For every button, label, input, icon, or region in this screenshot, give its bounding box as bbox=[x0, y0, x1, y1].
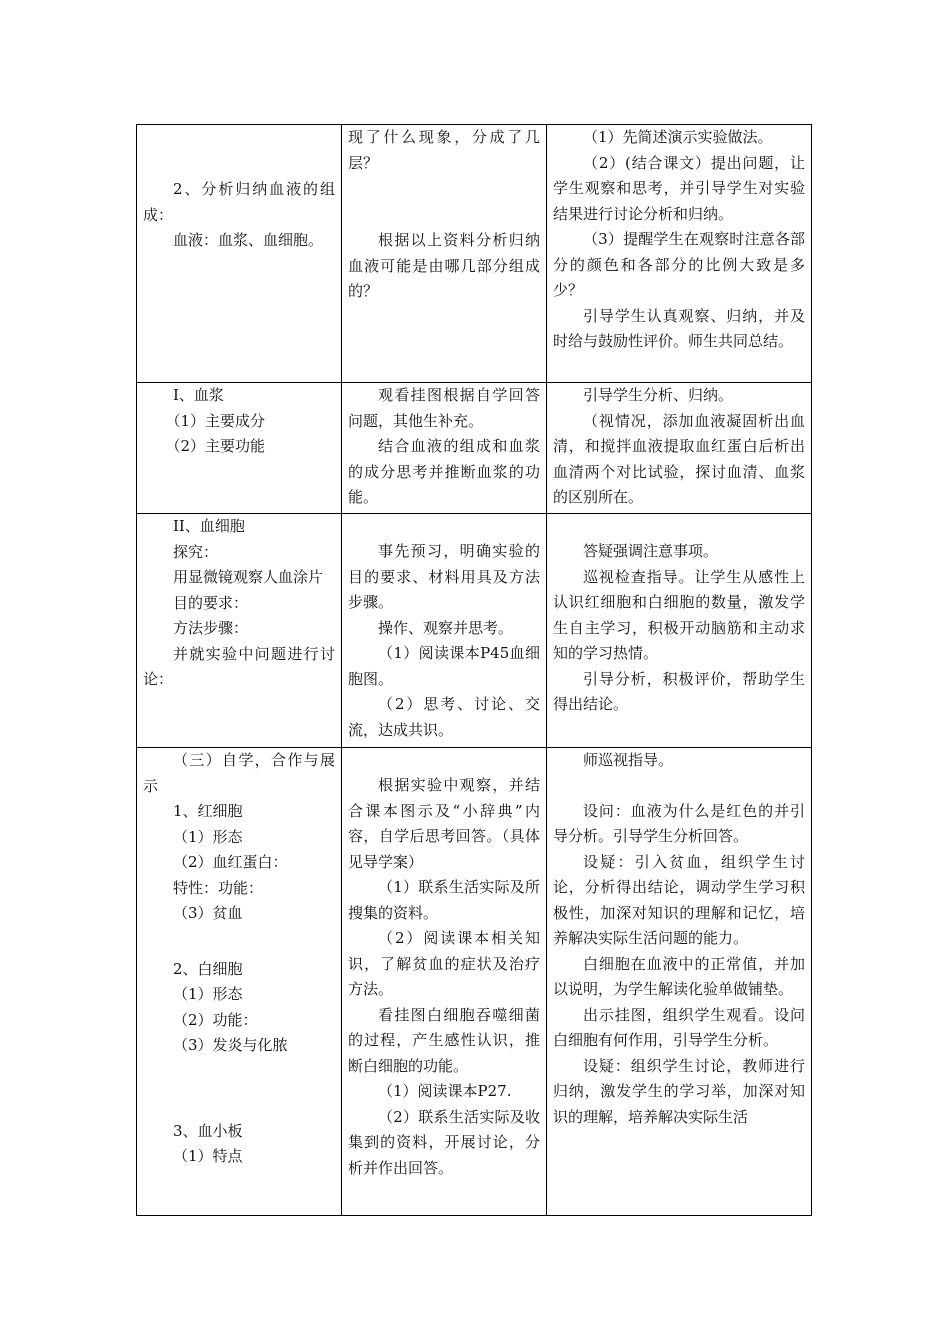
cell-paragraph: 引导分析，积极评价，帮助学生得出结论。 bbox=[553, 669, 805, 713]
cell-paragraph: 特性：功能： bbox=[173, 878, 264, 897]
table-row bbox=[136, 383, 812, 514]
cell-paragraph: 目的要求： bbox=[173, 593, 249, 612]
cell-paragraph: 3、血小板 bbox=[173, 1121, 243, 1140]
lesson-table bbox=[136, 124, 812, 1216]
cell-paragraph: （3）贫血 bbox=[173, 904, 243, 922]
teacher-activity-cell bbox=[547, 125, 811, 382]
cell-paragraph: 巡视检查指导。让学生从感性上认识红细胞和白细胞的数量，激发学生自主学习，积极开动脑筋和主动求知的学习热情。 bbox=[553, 567, 805, 662]
cell-paragraph: 观看挂图根据自学回答问题，其他生补充。 bbox=[348, 386, 540, 430]
table-row bbox=[136, 514, 812, 748]
cell-paragraph: 血液：血浆、血细胞。 bbox=[173, 231, 324, 249]
cell-paragraph: 用显微镜观察人血涂片 bbox=[173, 568, 324, 586]
content-cell bbox=[137, 383, 342, 513]
content-cell bbox=[137, 748, 342, 1215]
cell-paragraph: 2、白细胞 bbox=[173, 959, 243, 978]
cell-paragraph: （2）血红蛋白： bbox=[173, 853, 288, 871]
cell-paragraph: （2）思考、讨论、交流，达成共识。 bbox=[348, 695, 540, 739]
student-activity-cell bbox=[342, 748, 547, 1215]
teacher-activity-cell bbox=[547, 514, 811, 747]
cell-paragraph: （1）先简述演示实验做法。 bbox=[583, 128, 773, 146]
cell-paragraph: （1）特点 bbox=[173, 1147, 243, 1165]
table-row bbox=[136, 124, 812, 383]
cell-paragraph: 引导学生认真观察、归纳，并及时给与鼓励性评价。师生共同总结。 bbox=[553, 306, 805, 350]
content-cell bbox=[137, 125, 342, 382]
cell-paragraph: 结合血液的组成和血浆的成分思考并推断血浆的功能。 bbox=[348, 437, 540, 506]
cell-paragraph: 方法步骤： bbox=[173, 619, 249, 637]
cell-paragraph: （1）联系生活实际及所搜集的资料。 bbox=[348, 878, 540, 922]
cell-paragraph: （1）形态 bbox=[173, 985, 243, 1003]
cell-paragraph: （视情况，添加血液凝固析出血清，和搅拌血液提取血红蛋白后析出血清两个对比试验，探讨血清、血浆的区别所在。 bbox=[553, 411, 805, 506]
cell-paragraph: 引导学生分析、归纳。 bbox=[583, 386, 734, 404]
cell-paragraph: （1）形态 bbox=[173, 827, 243, 846]
cell-paragraph: I、血浆 bbox=[173, 386, 224, 404]
cell-paragraph: 并就实验中问题进行讨论： bbox=[143, 644, 335, 688]
cell-paragraph: （3）提醒学生在观察时注意各部分的颜色和各部分的比例大致是多少？ bbox=[553, 230, 805, 299]
teacher-activity-cell bbox=[547, 383, 811, 513]
cell-paragraph: 事先预习，明确实验的目的要求、材料用具及方法步骤。 bbox=[348, 542, 540, 611]
cell-paragraph: （2）(结合课文）提出问题，让学生观察和思考，并引导学生对实验结果进行讨论分析和归纳。 bbox=[553, 153, 805, 223]
cell-paragraph: 探究： bbox=[173, 542, 219, 561]
content-cell bbox=[137, 514, 342, 747]
cell-paragraph: 1、红细胞 bbox=[173, 802, 243, 820]
student-activity-cell bbox=[342, 125, 547, 382]
cell-paragraph: （2）主要功能 bbox=[165, 437, 266, 455]
cell-paragraph: 白细胞在血液中的正常值，并加以说明，为学生解读化验单做铺垫。 bbox=[553, 954, 805, 998]
cell-paragraph: 根据以上资料分析归纳血液可能是由哪几部分组成的？ bbox=[348, 231, 540, 300]
cell-paragraph: （2）联系生活实际及收集到的资料，开展讨论，分析并作出回答。 bbox=[348, 1107, 540, 1177]
cell-paragraph: 操作、观察并思考。 bbox=[378, 618, 514, 637]
cell-paragraph: 师巡视指导。 bbox=[583, 751, 674, 769]
cell-paragraph: 出示挂图，组织学生观看。设问白细胞有何作用，引导学生分析。 bbox=[553, 1005, 805, 1049]
cell-paragraph: 现了什么现象，分成了几层？ bbox=[348, 128, 540, 172]
table-row bbox=[136, 748, 812, 1216]
cell-paragraph: 2、分析归纳血液的组成： bbox=[143, 180, 335, 224]
cell-paragraph: （三）自学，合作与展示 bbox=[143, 751, 335, 795]
cell-paragraph: 设疑：组织学生讨论，教师进行归纳，激发学生的学习举，加深对知识的理解，培养解决实际生活 bbox=[553, 1056, 805, 1126]
student-activity-cell bbox=[342, 514, 547, 747]
cell-paragraph: （1）主要成分 bbox=[165, 411, 266, 430]
cell-paragraph: 设疑：引入贫血，组织学生讨论，分析得出结论，调动学生学习积极性，加深对知识的理解和记忆，培养解决实际生活问题的能力。 bbox=[553, 852, 805, 947]
cell-paragraph: （1）阅读课本P45血细胞图。 bbox=[348, 644, 540, 688]
cell-paragraph: 看挂图白细胞吞噬细菌的过程，产生感性认识，推断白细胞的功能。 bbox=[348, 1005, 540, 1075]
cell-paragraph: 设问：血液为什么是红色的并引导分析。引导学生分析回答。 bbox=[553, 801, 805, 845]
cell-paragraph: 答疑强调注意事项。 bbox=[583, 542, 719, 560]
cell-paragraph: 根据实验中观察，并结合课本图示及“小辞典”内容，自学后思考回答。（具体见导学案） bbox=[348, 776, 540, 871]
cell-paragraph: （2）阅读课本相关知识，了解贫血的症状及治疗方法。 bbox=[348, 929, 540, 998]
cell-paragraph: （2）功能： bbox=[173, 1010, 258, 1029]
cell-paragraph: （3）发炎与化脓 bbox=[173, 1036, 288, 1054]
teacher-activity-cell bbox=[547, 748, 811, 1215]
cell-paragraph: （1）阅读课本P27. bbox=[378, 1082, 512, 1100]
cell-paragraph: II、血细胞 bbox=[173, 517, 245, 535]
student-activity-cell bbox=[342, 383, 547, 513]
